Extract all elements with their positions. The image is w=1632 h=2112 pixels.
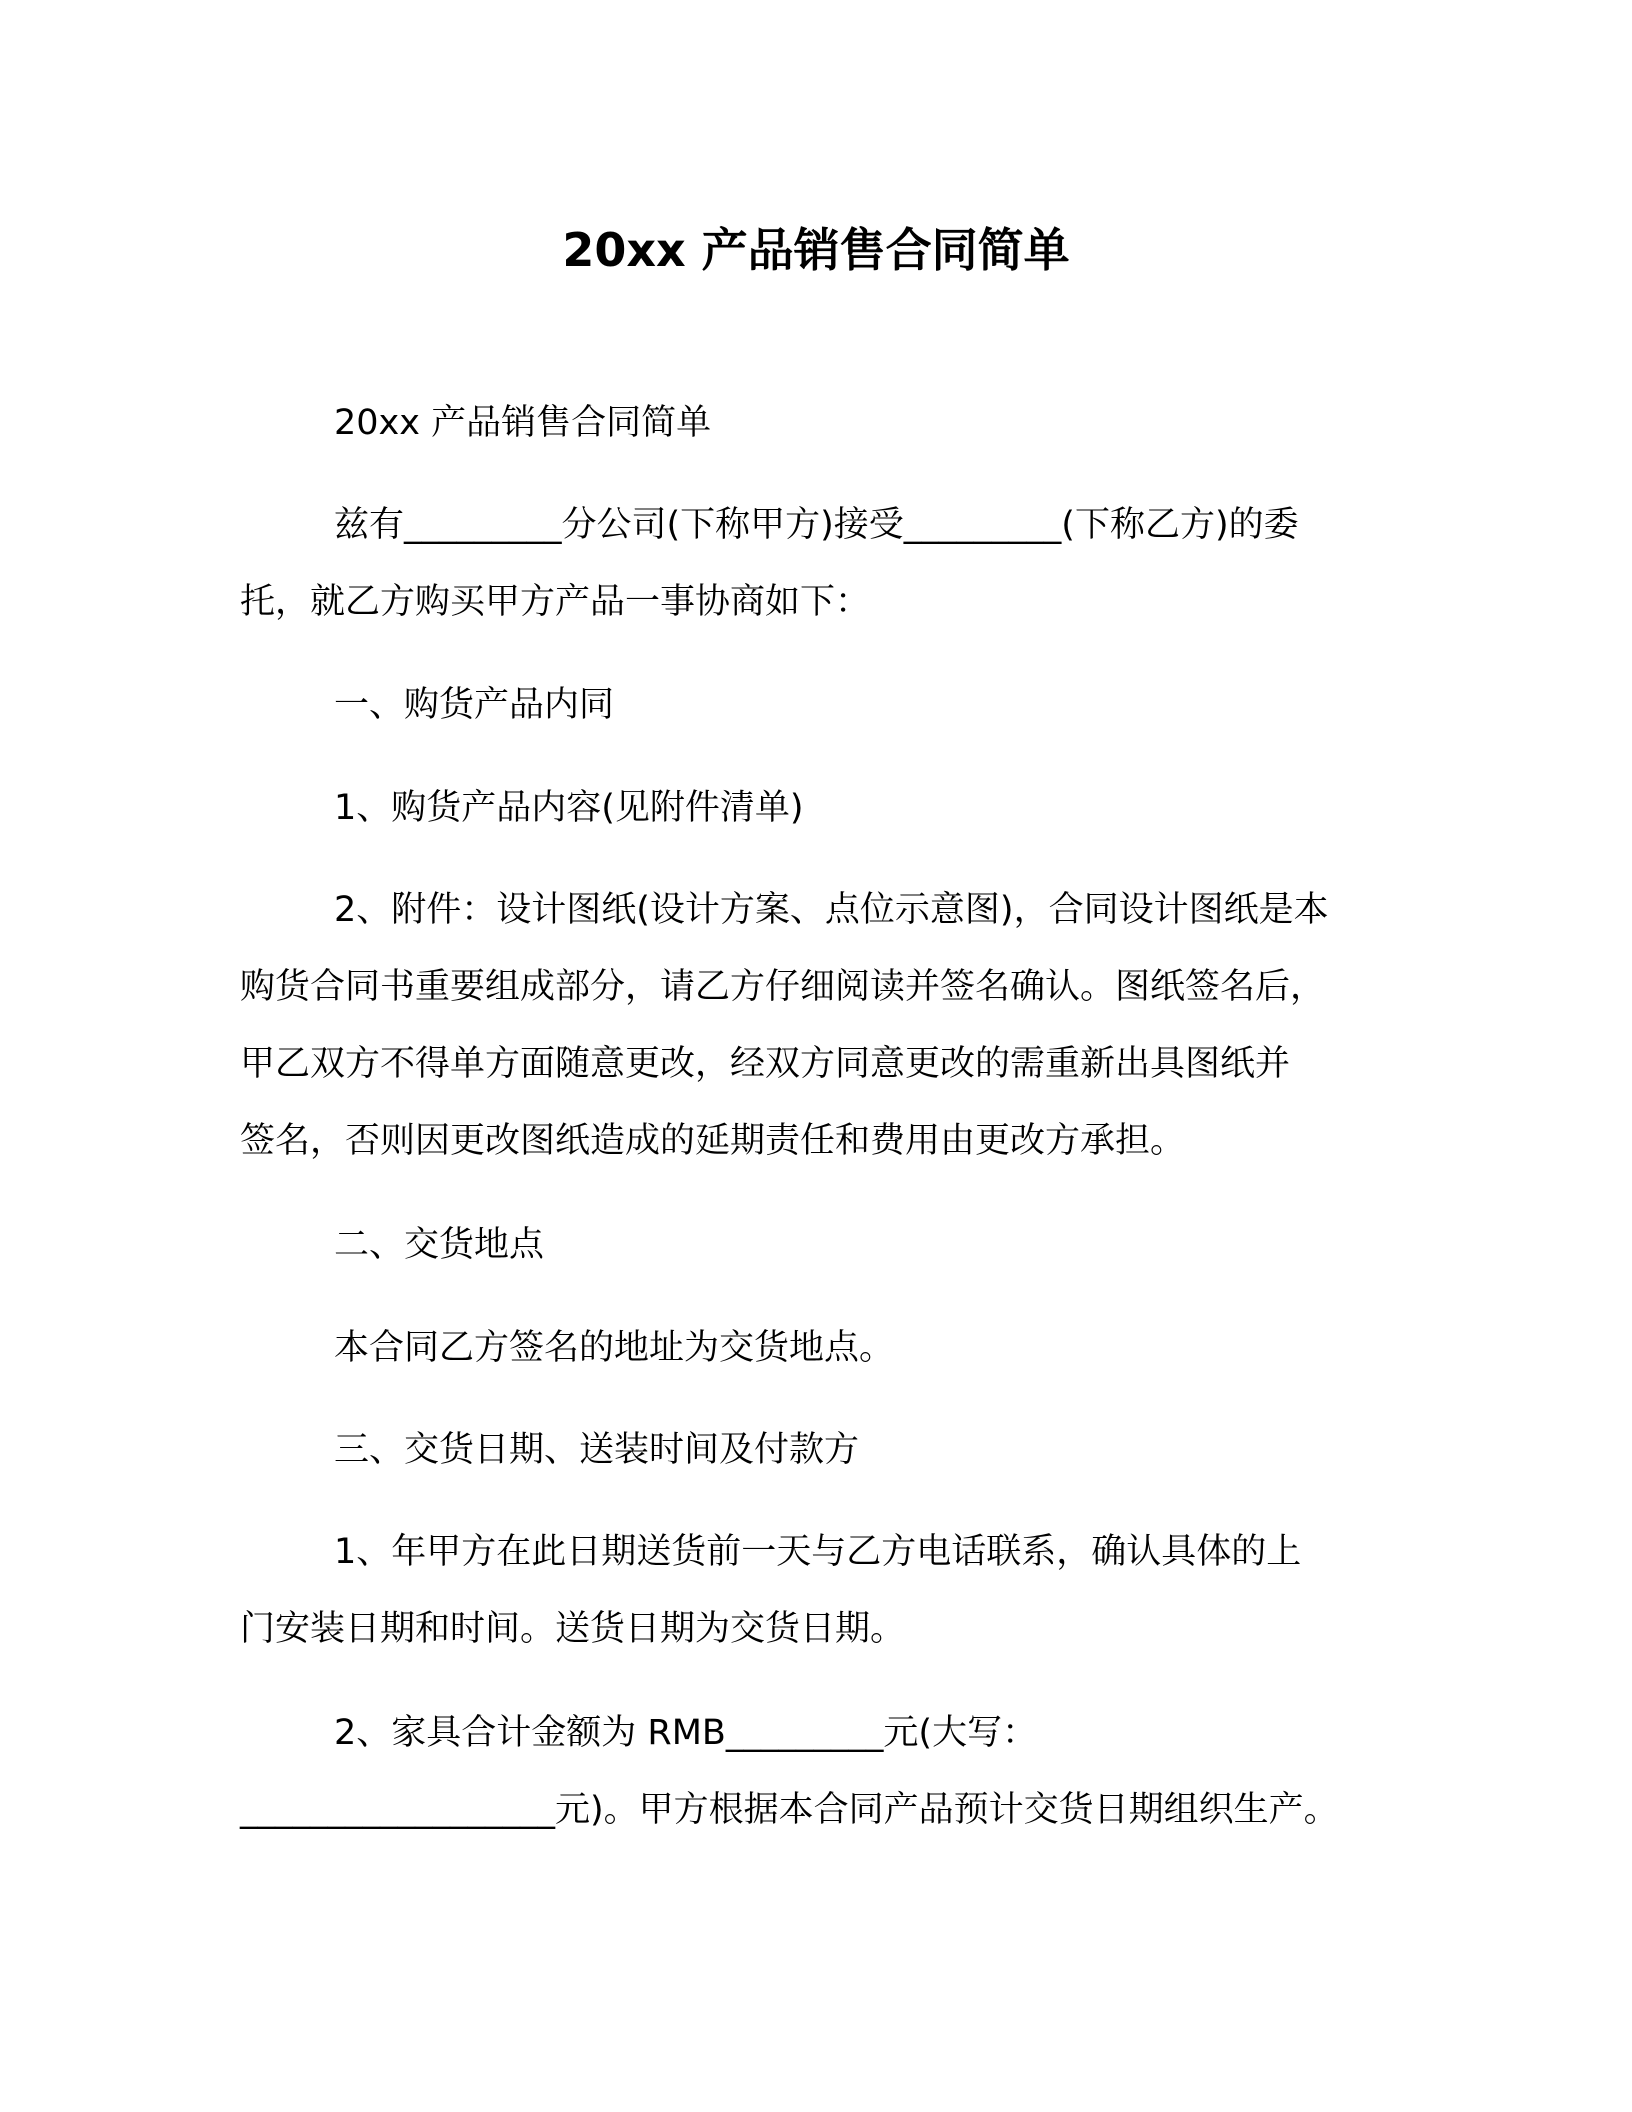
clause-1-1 bbox=[240, 770, 1392, 847]
text-line: 二、交货地点 bbox=[334, 1225, 545, 1265]
paragraph-heading-repeat bbox=[240, 385, 1392, 462]
text-line: 20xx 产品销售合同简单 bbox=[334, 403, 712, 443]
paragraph-intro bbox=[240, 487, 1392, 641]
text-line: 签名，否则因更改图纸造成的延期责任和费用由更改方承担。 bbox=[240, 1121, 1186, 1161]
text-line: 2、家具合计金额为 RMB_________元(大写： bbox=[334, 1713, 1038, 1753]
text-line: 本合同乙方签名的地址为交货地点。 bbox=[334, 1328, 895, 1368]
text-line: 2、附件：设计图纸(设计方案、点位示意图)，合同设计图纸是本 bbox=[334, 890, 1329, 930]
section-heading-1 bbox=[240, 667, 1392, 744]
text-line: __________________元)。甲方根据本合同产品预计交货日期组织生产。 bbox=[240, 1790, 1339, 1830]
text-line: 1、年甲方在此日期送货前一天与乙方电话联系，确认具体的上 bbox=[334, 1532, 1302, 1572]
clause-2-1 bbox=[240, 1310, 1392, 1387]
text-line: 1、购货产品内容(见附件清单) bbox=[334, 788, 804, 828]
text-line: 购货合同书重要组成部分，请乙方仔细阅读并签名确认。图纸签名后， bbox=[240, 967, 1326, 1007]
clause-1-2 bbox=[240, 872, 1392, 1180]
document-title: 20xx 产品销售合同简单 bbox=[562, 223, 1070, 277]
text-line: 门安装日期和时间。送货日期为交货日期。 bbox=[240, 1609, 906, 1649]
text-line: 一、购货产品内同 bbox=[334, 685, 615, 725]
clause-3-1 bbox=[240, 1514, 1392, 1668]
text-line: 三、交货日期、送装时间及付款方 bbox=[334, 1430, 860, 1470]
text-line: 甲乙双方不得单方面随意更改，经双方同意更改的需重新出具图纸并 bbox=[240, 1044, 1291, 1084]
clause-3-2 bbox=[240, 1695, 1392, 1849]
text-line: 兹有_________分公司(下称甲方)接受_________(下称乙方)的委 bbox=[334, 505, 1299, 545]
text-line: 托，就乙方购买甲方产品一事协商如下： bbox=[240, 582, 871, 622]
section-heading-2 bbox=[240, 1207, 1392, 1284]
section-heading-3 bbox=[240, 1412, 1392, 1489]
